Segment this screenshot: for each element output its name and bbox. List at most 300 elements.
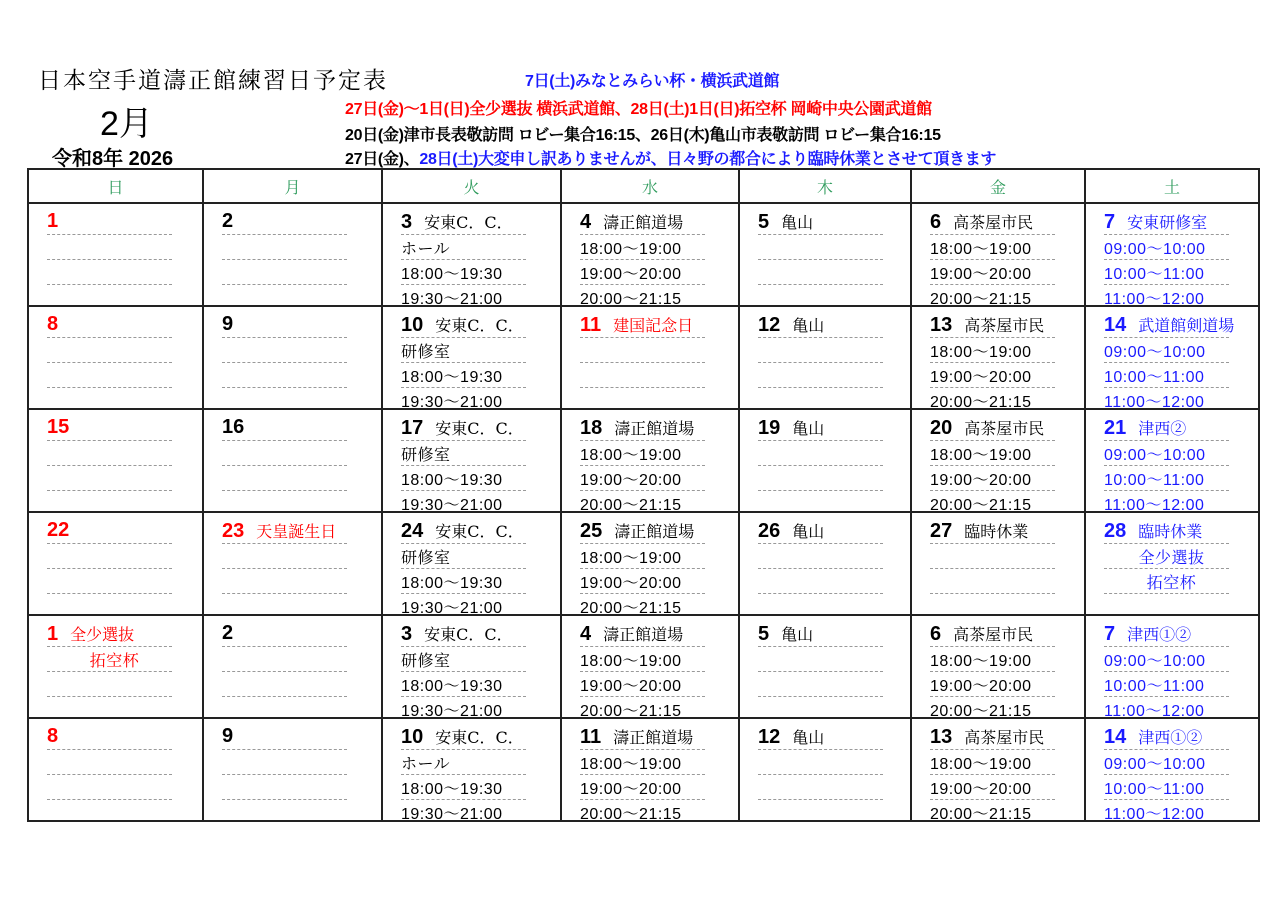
schedule-lines: [758, 749, 883, 824]
schedule-line: [47, 774, 172, 799]
day-number: 7: [1104, 211, 1116, 233]
schedule-line: [758, 337, 883, 362]
schedule-line: [758, 259, 883, 284]
day-number: 8: [47, 313, 59, 335]
schedule-lines: [1104, 646, 1229, 721]
day-cell-sat: [1085, 203, 1259, 306]
schedule-line: [222, 440, 347, 465]
day-number: 15: [47, 416, 70, 438]
notice-line-2: 27日(金)〜1日(日)全少選抜 横浜武道館、28日(土)1日(日)拓空杯 岡崎中央公園武道館: [345, 101, 932, 118]
time-slot: 18:00〜19:00: [930, 756, 1032, 773]
schedule-note: 拓空杯: [1146, 573, 1197, 592]
day-heading: [47, 622, 134, 646]
schedule-lines: [222, 234, 347, 309]
day-cell-fri: [911, 203, 1085, 306]
schedule-line: [222, 234, 347, 259]
time-slot: 19:00〜20:00: [580, 266, 682, 283]
day-place: 高茶屋市民: [953, 625, 1034, 644]
schedule-line: [1104, 568, 1229, 593]
day-cell-tue: [382, 512, 561, 615]
schedule-line: [758, 774, 883, 799]
day-place: 安東C．C．: [424, 213, 513, 232]
day-cell-mon: [203, 718, 382, 821]
schedule-line: [580, 234, 705, 259]
day-heading: [580, 622, 683, 646]
schedule-line: [47, 337, 172, 362]
day-cell-wed: [561, 203, 739, 306]
time-slot: 18:00〜19:00: [580, 653, 682, 670]
schedule-note: 研修室: [401, 445, 451, 464]
time-slot: 11:00〜12:00: [1104, 394, 1205, 411]
schedule-lines: [47, 646, 172, 721]
schedule-line: [758, 362, 883, 387]
schedule-line: [930, 671, 1055, 696]
notice-line-3: 20日(金)津市長表敬訪問 ロビー集合16:15、26日(木)亀山市表敬訪問 ロビー集合16:15: [345, 127, 941, 144]
day-number: 12: [758, 314, 781, 336]
schedule-line: [401, 749, 526, 774]
schedule-line: [47, 234, 172, 259]
schedule-line: [47, 646, 172, 671]
schedule-lines: [580, 543, 705, 618]
day-cell-mon: [203, 306, 382, 409]
day-number: 10: [401, 726, 424, 748]
weekday-wed: 水: [561, 169, 739, 203]
week-row: [28, 615, 1259, 718]
day-number: 13: [930, 726, 953, 748]
weekday-mon: 月: [203, 169, 382, 203]
day-place: 亀山: [781, 625, 814, 644]
schedule-lines: [401, 440, 526, 515]
day-number: 12: [758, 726, 781, 748]
time-slot: 18:00〜19:30: [401, 575, 503, 592]
day-heading: [1104, 519, 1202, 543]
day-cell-sat: [1085, 718, 1259, 821]
schedule-line: [1104, 362, 1229, 387]
schedule-line: [222, 362, 347, 387]
schedule-lines: [1104, 543, 1229, 618]
day-number: 4: [580, 623, 592, 645]
day-cell-fri: [911, 409, 1085, 512]
schedule-note: 拓空杯: [89, 651, 140, 670]
schedule-lines: [401, 646, 526, 721]
day-heading: [222, 622, 245, 645]
day-place: 全少選抜: [70, 625, 135, 644]
schedule-line: [401, 799, 526, 824]
day-place: 濤正館道場: [613, 728, 694, 747]
day-place: 亀山: [792, 728, 825, 747]
schedule-line: [222, 671, 347, 696]
time-slot: 19:00〜20:00: [930, 472, 1032, 489]
schedule-lines: [222, 749, 347, 824]
day-heading: [47, 725, 70, 748]
time-slot: 19:00〜20:00: [580, 678, 682, 695]
time-slot: 19:00〜20:00: [580, 781, 682, 798]
day-cell-tue: [382, 615, 561, 718]
day-place: 臨時休業: [964, 522, 1029, 541]
time-slot: 09:00〜10:00: [1104, 241, 1206, 258]
day-number: 14: [1104, 726, 1127, 748]
weekday-thu: 木: [739, 169, 911, 203]
day-heading: [758, 416, 824, 440]
schedule-line: [401, 259, 526, 284]
schedule-lines: [401, 543, 526, 618]
time-slot: 10:00〜11:00: [1104, 369, 1205, 386]
schedule-lines: [930, 543, 1055, 618]
time-slot: 19:00〜20:00: [930, 266, 1032, 283]
time-slot: 20:00〜21:15: [580, 497, 682, 514]
day-place: 安東C．C．: [435, 419, 524, 438]
schedule-lines: [47, 234, 172, 309]
day-number: 16: [222, 416, 245, 438]
calendar-table: [27, 168, 1260, 822]
schedule-lines: [1104, 234, 1229, 309]
schedule-line: [401, 362, 526, 387]
time-slot: 19:30〜21:00: [401, 600, 503, 617]
schedule-lines: [580, 337, 705, 412]
day-heading: [222, 210, 245, 233]
day-number: 3: [401, 623, 413, 645]
time-slot: 20:00〜21:15: [580, 600, 682, 617]
time-slot: 18:00〜19:30: [401, 266, 503, 283]
day-number: 27: [930, 520, 953, 542]
day-place: 高茶屋市民: [964, 419, 1045, 438]
day-number: 19: [758, 417, 781, 439]
time-slot: 18:00〜19:30: [401, 369, 503, 386]
schedule-line: [1104, 465, 1229, 490]
day-heading: [222, 416, 256, 439]
day-cell-sat: [1085, 306, 1259, 409]
time-slot: 11:00〜12:00: [1104, 291, 1205, 308]
day-heading: [758, 519, 824, 543]
schedule-line: [222, 568, 347, 593]
day-heading: [222, 519, 336, 543]
day-place: 濤正館道場: [603, 625, 684, 644]
day-heading: [401, 416, 524, 440]
weekday-tue: 火: [382, 169, 561, 203]
schedule-line: [580, 440, 705, 465]
notice-line-4: [345, 146, 996, 169]
time-slot: 18:00〜19:00: [930, 344, 1032, 361]
schedule-line: [930, 234, 1055, 259]
schedule-lines: [222, 646, 347, 721]
time-slot: 20:00〜21:15: [930, 703, 1032, 720]
day-cell-thu: [739, 409, 911, 512]
schedule-line: [401, 234, 526, 259]
time-slot: 18:00〜19:00: [580, 447, 682, 464]
day-place: 亀山: [781, 213, 814, 232]
schedule-lines: [222, 337, 347, 412]
day-place: 臨時休業: [1138, 522, 1203, 541]
day-heading: [758, 725, 824, 749]
time-slot: 18:00〜19:30: [401, 781, 503, 798]
schedule-line: [930, 259, 1055, 284]
time-slot: 19:00〜20:00: [930, 678, 1032, 695]
day-number: 2: [222, 622, 234, 644]
schedule-line: [1104, 671, 1229, 696]
day-cell-wed: [561, 306, 739, 409]
schedule-line: [401, 774, 526, 799]
day-place: 安東C．C．: [435, 728, 524, 747]
week-row: [28, 718, 1259, 821]
schedule-line: [401, 543, 526, 568]
day-cell-tue: [382, 306, 561, 409]
time-slot: 10:00〜11:00: [1104, 781, 1205, 798]
schedule-line: [580, 337, 705, 362]
time-slot: 19:30〜21:00: [401, 806, 503, 823]
day-heading: [1104, 622, 1191, 646]
schedule-lines: [758, 337, 883, 412]
day-cell-thu: [739, 203, 911, 306]
schedule-lines: [930, 749, 1055, 824]
schedule-line: [930, 362, 1055, 387]
schedule-lines: [47, 543, 172, 618]
day-heading: [401, 622, 513, 646]
week-row: [28, 203, 1259, 306]
schedule-line: [401, 337, 526, 362]
schedule-lines: [758, 440, 883, 515]
schedule-line: [930, 646, 1055, 671]
day-number: 18: [580, 417, 603, 439]
time-slot: 11:00〜12:00: [1104, 806, 1205, 823]
schedule-line: [758, 465, 883, 490]
day-cell-mon: [203, 409, 382, 512]
schedule-lines: [930, 337, 1055, 412]
schedule-line: [47, 465, 172, 490]
schedule-line: [758, 440, 883, 465]
day-heading: [930, 622, 1033, 646]
schedule-line: [580, 362, 705, 387]
day-cell-thu: [739, 718, 911, 821]
schedule-lines: [930, 646, 1055, 721]
day-heading: [930, 519, 1028, 543]
day-heading: [1104, 210, 1207, 234]
schedule-line: [580, 671, 705, 696]
day-heading: [1104, 725, 1202, 749]
schedule-line: [758, 671, 883, 696]
schedule-line: [401, 646, 526, 671]
schedule-line: [222, 646, 347, 671]
day-number: 4: [580, 211, 592, 233]
day-place: 濤正館道場: [614, 419, 695, 438]
day-cell-mon: [203, 512, 382, 615]
day-heading: [222, 725, 245, 748]
schedule-line: [930, 337, 1055, 362]
day-cell-fri: [911, 512, 1085, 615]
day-place: 亀山: [792, 316, 825, 335]
weekday-sun: 日: [28, 169, 203, 203]
schedule-lines: [580, 646, 705, 721]
day-heading: [47, 519, 81, 542]
day-place: 津西①②: [1127, 625, 1192, 644]
schedule-line: [1104, 337, 1229, 362]
day-cell-fri: [911, 306, 1085, 409]
schedule-line: [758, 568, 883, 593]
day-heading: [401, 313, 524, 337]
schedule-lines: [401, 749, 526, 824]
day-heading: [401, 725, 524, 749]
time-slot: 20:00〜21:15: [580, 703, 682, 720]
schedule-line: [222, 337, 347, 362]
page-title: 日本空手道濤正館練習日予定表: [38, 68, 388, 94]
schedule-line: [930, 440, 1055, 465]
day-number: 6: [930, 623, 942, 645]
schedule-line: [1104, 234, 1229, 259]
week-row: [28, 409, 1259, 512]
day-cell-tue: [382, 203, 561, 306]
day-number: 11: [580, 314, 602, 336]
time-slot: 09:00〜10:00: [1104, 756, 1206, 773]
era-year-label: 令和8年 2026: [52, 148, 174, 170]
time-slot: 20:00〜21:15: [930, 806, 1032, 823]
day-number: 21: [1104, 417, 1127, 439]
day-heading: [930, 725, 1044, 749]
schedule-line: [47, 799, 172, 824]
schedule-line: [401, 440, 526, 465]
schedule-line: [222, 799, 347, 824]
time-slot: 19:00〜20:00: [580, 575, 682, 592]
schedule-lines: [222, 543, 347, 618]
schedule-lines: [47, 337, 172, 412]
day-number: 9: [222, 725, 234, 747]
day-place: 高茶屋市民: [953, 213, 1034, 232]
day-heading: [580, 519, 694, 543]
schedule-line: [1104, 749, 1229, 774]
schedule-line: [930, 543, 1055, 568]
notice-line-1: 7日(土)みなとみらい杯・横浜武道館: [525, 73, 780, 90]
day-number: 24: [401, 520, 424, 542]
time-slot: 18:00〜19:30: [401, 472, 503, 489]
schedule-line: [222, 259, 347, 284]
day-heading: [758, 622, 813, 646]
time-slot: 19:00〜20:00: [930, 369, 1032, 386]
time-slot: 20:00〜21:15: [930, 497, 1032, 514]
time-slot: 20:00〜21:15: [580, 291, 682, 308]
calendar-body: [28, 203, 1259, 821]
day-heading: [47, 210, 70, 233]
schedule-line: [758, 543, 883, 568]
day-number: 22: [47, 519, 70, 541]
time-slot: 19:00〜20:00: [930, 781, 1032, 798]
schedule-line: [1104, 646, 1229, 671]
day-cell-wed: [561, 409, 739, 512]
day-place: 安東C．C．: [424, 625, 513, 644]
time-slot: 18:00〜19:00: [580, 756, 682, 773]
day-cell-sat: [1085, 512, 1259, 615]
day-number: 11: [580, 726, 602, 748]
schedule-lines: [47, 440, 172, 515]
week-row: [28, 512, 1259, 615]
day-number: 20: [930, 417, 953, 439]
day-heading: [930, 416, 1044, 440]
schedule-line: [47, 671, 172, 696]
day-number: 3: [401, 211, 413, 233]
notice-line-4-black: 27日(金)、: [345, 151, 420, 168]
day-heading: [930, 313, 1044, 337]
day-heading: [401, 519, 524, 543]
day-number: 28: [1104, 520, 1127, 542]
month-label: 2月: [100, 105, 153, 143]
schedule-lines: [47, 749, 172, 824]
time-slot: 20:00〜21:15: [580, 806, 682, 823]
day-heading: [47, 313, 70, 336]
time-slot: 09:00〜10:00: [1104, 653, 1206, 670]
day-number: 14: [1104, 314, 1127, 336]
schedule-note: 研修室: [401, 651, 451, 670]
day-cell-sat: [1085, 409, 1259, 512]
schedule-line: [222, 749, 347, 774]
day-heading: [1104, 416, 1186, 440]
time-slot: 18:00〜19:00: [930, 241, 1032, 258]
day-cell-tue: [382, 718, 561, 821]
schedule-line: [930, 749, 1055, 774]
day-cell-thu: [739, 306, 911, 409]
day-place: 津西①②: [1138, 728, 1203, 747]
time-slot: 18:00〜19:00: [580, 241, 682, 258]
day-number: 6: [930, 211, 942, 233]
weekday-header-row: [28, 169, 1259, 203]
day-place: 高茶屋市民: [964, 728, 1045, 747]
day-heading: [758, 210, 813, 234]
schedule-line: [47, 749, 172, 774]
day-cell-sun: [28, 306, 203, 409]
day-place: 濤正館道場: [603, 213, 684, 232]
schedule-line: [401, 568, 526, 593]
day-number: 5: [758, 623, 770, 645]
day-heading: [758, 313, 824, 337]
schedule-line: [580, 646, 705, 671]
schedule-line: [47, 259, 172, 284]
schedule-line: [401, 671, 526, 696]
day-heading: [580, 725, 693, 749]
day-number: 10: [401, 314, 424, 336]
day-cell-sun: [28, 409, 203, 512]
day-number: 13: [930, 314, 953, 336]
schedule-line: [930, 568, 1055, 593]
schedule-line: [1104, 259, 1229, 284]
schedule-line: [1104, 799, 1229, 824]
schedule-line: [580, 568, 705, 593]
day-cell-thu: [739, 512, 911, 615]
day-place: 濤正館道場: [614, 522, 695, 541]
schedule-line: [47, 440, 172, 465]
time-slot: 18:00〜19:00: [930, 447, 1032, 464]
weekday-sat: 土: [1085, 169, 1259, 203]
schedule-note: 研修室: [401, 342, 451, 361]
day-heading: [47, 416, 81, 439]
time-slot: 11:00〜12:00: [1104, 703, 1205, 720]
schedule-line: [222, 543, 347, 568]
day-heading: [401, 210, 513, 234]
day-cell-tue: [382, 409, 561, 512]
schedule-line: [580, 774, 705, 799]
time-slot: 18:00〜19:00: [930, 653, 1032, 670]
schedule-note: 研修室: [401, 548, 451, 567]
week-row: [28, 306, 1259, 409]
day-place: 天皇誕生日: [256, 522, 337, 541]
schedule-line: [1104, 440, 1229, 465]
weekday-fri: 金: [911, 169, 1085, 203]
day-number: 7: [1104, 623, 1116, 645]
day-cell-mon: [203, 615, 382, 718]
day-cell-wed: [561, 718, 739, 821]
day-place: 亀山: [792, 522, 825, 541]
day-number: 26: [758, 520, 781, 542]
schedule-line: [580, 543, 705, 568]
time-slot: 09:00〜10:00: [1104, 344, 1206, 361]
schedule-note: ホール: [401, 754, 451, 773]
day-number: 5: [758, 211, 770, 233]
day-cell-sat: [1085, 615, 1259, 718]
